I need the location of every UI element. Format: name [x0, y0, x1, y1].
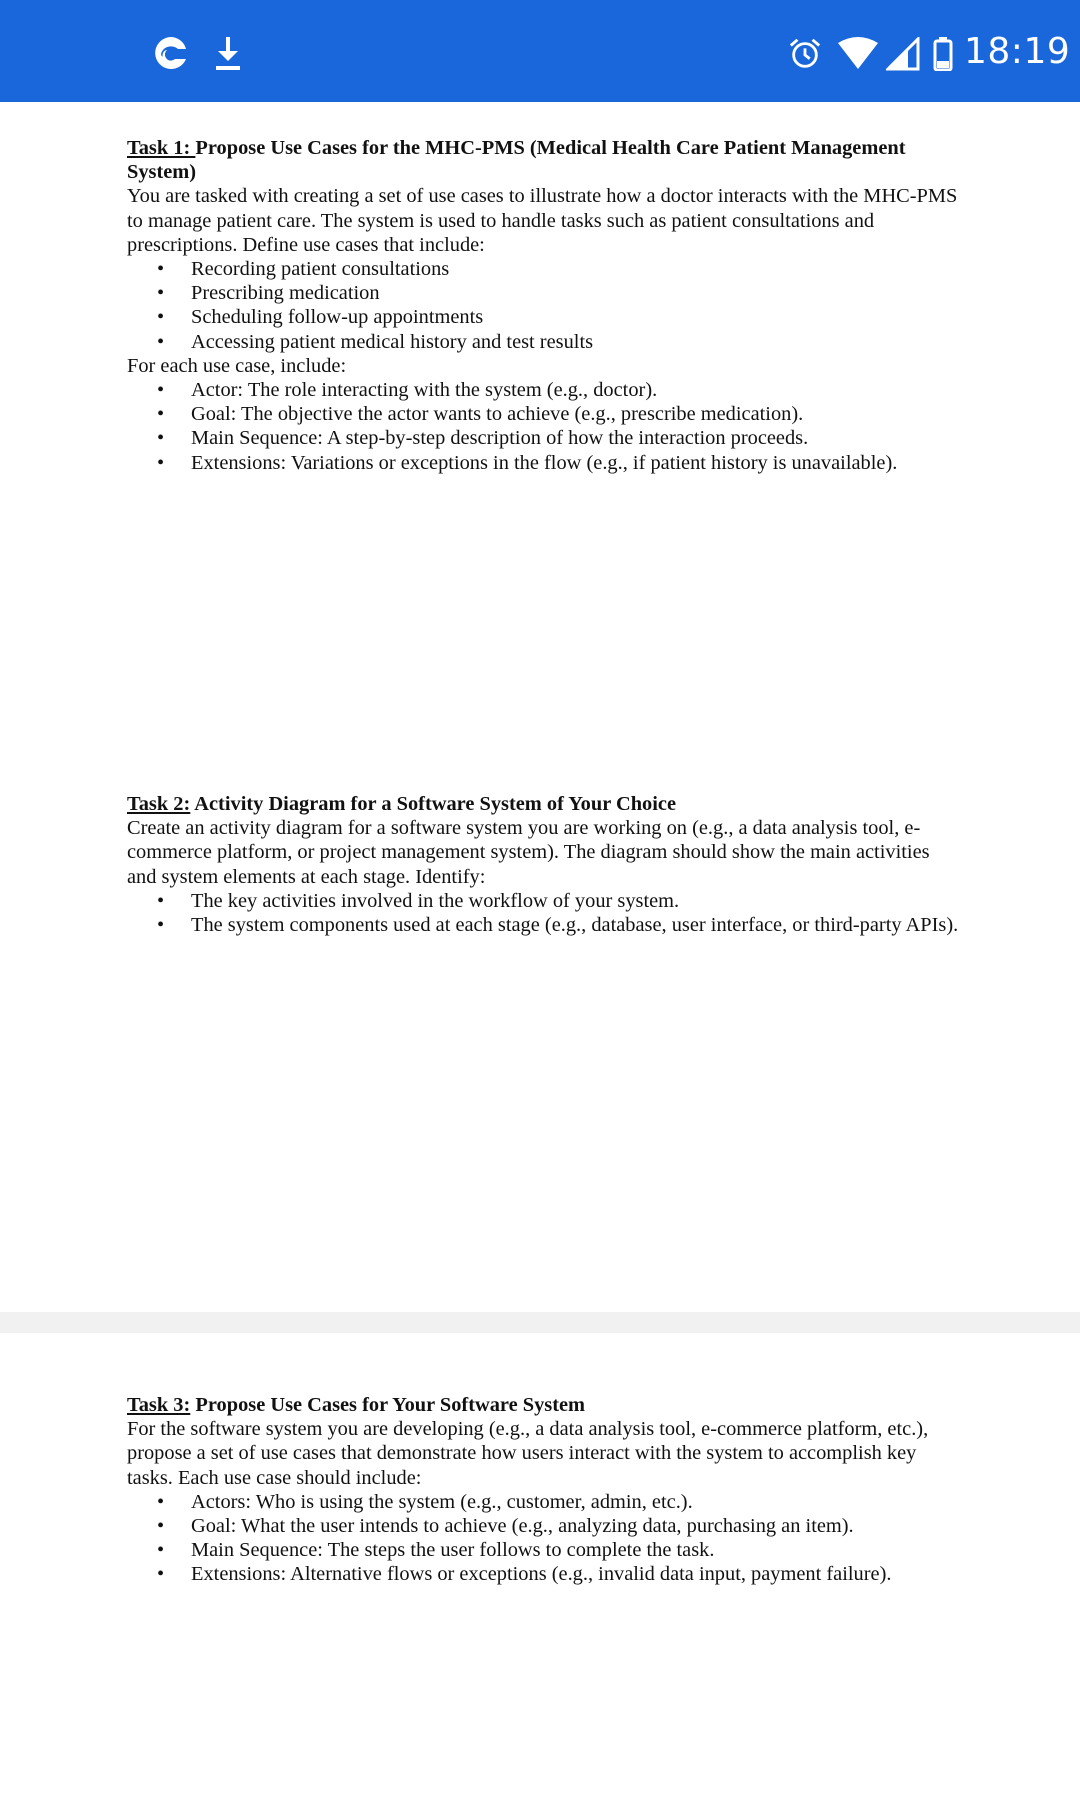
list-item: • Recording patient consultations	[157, 258, 450, 281]
task-3-number: Task 3:	[127, 1394, 191, 1416]
wifi-icon	[837, 37, 879, 71]
document-page-1[interactable]	[0, 102, 1080, 1312]
list-item: • Extensions: Variations or exceptions in the flow (e.g., if patient history is unavailable).	[157, 451, 898, 474]
list-item: • Goal: The objective the actor wants to achieve (e.g., prescribe medication).	[157, 403, 804, 426]
task-3-heading	[127, 1393, 962, 1417]
task-2-intro: Create an activity diagram for a software system you are working on (e.g., a data analysis tool, e-commerce platform, or project management system). The diagram should show the main activities and system elements at each stage. Identify:	[127, 817, 930, 888]
task-1-title: Propose Use Cases for the MHC-PMS (Medical Health Care Patient Management System)	[127, 137, 906, 184]
task-2-number: Task 2:	[127, 793, 191, 815]
battery-icon	[933, 37, 953, 71]
task-2-heading	[127, 792, 962, 816]
task-3-section	[127, 1393, 962, 1587]
task-1-number: Task 1:	[127, 137, 196, 159]
document-page-2[interactable]	[0, 1333, 1080, 1802]
list-item: • Accessing patient medical history and test results	[157, 330, 594, 353]
task-3-include-list	[127, 1490, 962, 1587]
list-item: • Main Sequence: A step-by-step description of how the interaction proceeds.	[157, 427, 809, 450]
status-bar-time: 18:19	[964, 31, 1071, 72]
list-item: • The key activities involved in the workflow of your system.	[157, 889, 680, 912]
download-icon[interactable]	[208, 33, 248, 73]
status-bar	[0, 0, 1080, 102]
task-1-intro: You are tasked with creating a set of use cases to illustrate how a doctor interacts with the MHC-PMS to manage patient care. The system is used to handle tasks such as patient consultations and prescriptions. Define use cases that include:	[127, 185, 958, 256]
list-item: • Main Sequence: The steps the user follows to complete the task.	[157, 1539, 715, 1562]
list-item: • Extensions: Alternative flows or exceptions (e.g., invalid data input, payment failure).	[157, 1563, 892, 1586]
task-2-identify-list	[127, 889, 962, 937]
alarm-icon	[787, 37, 823, 71]
list-item: • The system components used at each stage (e.g., database, user interface, or third-party APIs).	[157, 914, 959, 937]
task-2-title: Activity Diagram for a Software System of Your Choice	[190, 793, 677, 815]
page-separator	[0, 1312, 1080, 1333]
task-1-include-list	[127, 378, 962, 475]
list-item: • Goal: What the user intends to achieve (e.g., analyzing data, purchasing an item).	[157, 1515, 854, 1538]
task-1-list2-intro: For each use case, include:	[127, 354, 347, 377]
list-item: • Scheduling follow-up appointments	[157, 306, 484, 329]
cell-signal-icon	[886, 37, 920, 71]
task-3-intro: For the software system you are developing (e.g., a data analysis tool, e-commerce platform, etc.), propose a set of use cases that demonstrate how users interact with the system to accomplish key tasks. Each use case should include:	[127, 1418, 929, 1489]
task-1-use-case-list	[127, 257, 962, 354]
task-3-title: Propose Use Cases for Your Software System	[190, 1394, 586, 1416]
list-item: • Actors: Who is using the system (e.g., customer, admin, etc.).	[157, 1490, 693, 1513]
task-1-heading	[127, 136, 962, 184]
list-item: • Actor: The role interacting with the system (e.g., doctor).	[157, 379, 658, 402]
list-item: • Prescribing medication	[157, 282, 380, 305]
task-2-section	[127, 792, 962, 937]
task-1-section	[127, 136, 962, 475]
edge-browser-icon[interactable]	[151, 33, 191, 73]
